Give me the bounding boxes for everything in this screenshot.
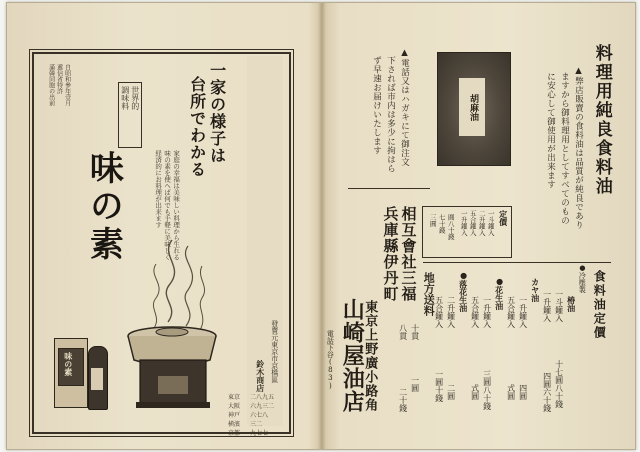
badge-top: 世界的 (130, 86, 140, 110)
store-hand-line-1: 相互會社三福 (399, 206, 418, 302)
small-price-qty: 一斗鑵入 (486, 210, 495, 236)
brand-name: 味の素 (83, 150, 124, 264)
small-price-value: 七十錢 (437, 214, 446, 234)
category-qty: 一升鑵入 (518, 296, 528, 328)
footer-number-list (250, 392, 282, 437)
side-notice-1: 自昭和參年壹月 (63, 64, 71, 106)
order-note-1: ▲電話又はハガキにて御注文 (399, 48, 410, 167)
small-price-qty: 一升鑵入 (459, 210, 468, 236)
publisher-line-2: 鈴木商店 (255, 360, 266, 392)
bottle-label (91, 368, 103, 390)
headline-2: 台所でわかる (187, 76, 207, 178)
category-name: カヤ油 (530, 278, 541, 302)
category-price: 一圓十錢 (434, 370, 444, 402)
local-shipping-price: 一圓 (410, 376, 420, 392)
footer-city: 神戸 (228, 412, 241, 419)
price-table-rule (423, 262, 611, 263)
side-notice-2: 遞信省特許 (55, 64, 63, 94)
side-notice-3: 滿韓同胞の出前 (47, 64, 55, 106)
intro-line-1: ▲弊店販賣の食料油は品質が純良であり (573, 66, 584, 230)
small-price-header: 定價 (498, 210, 509, 226)
small-price-value: 三圓 (428, 214, 437, 227)
local-shipping-price: 二十錢 (398, 388, 408, 412)
intro-line-2: ますから御料理用としてすべてのもの (559, 72, 570, 225)
small-price-qty: 五合鑵入 (468, 210, 477, 236)
category-price: 二圓 (446, 384, 456, 400)
steaming-pot-illustration (110, 236, 230, 412)
small-price-qty: 二升鑵入 (477, 210, 486, 236)
store-hand-line-4: 山崎屋油店 (339, 298, 366, 413)
page-title: 料理用純良食料油 (591, 44, 612, 196)
footer-city: 大阪 (228, 403, 241, 410)
price-title: 食料油定價 (592, 270, 607, 340)
category-qty: 一升鑵入 (482, 296, 492, 328)
local-shipping-weight: 八貫 (398, 324, 408, 340)
publisher-line-1: 發賣元東京市京橋區 (270, 320, 279, 383)
oil-can-label: 胡麻油 (459, 78, 485, 136)
category-qty: 五合鑵入 (470, 296, 480, 328)
category-qty: 五合鑵入 (506, 296, 516, 328)
category-qty: 二升鑵入 (446, 296, 456, 328)
category-price: 四圓六十錢 (542, 372, 552, 412)
intro-line-3: に安心して御使用が出来ます (545, 72, 556, 189)
local-shipping-weight: 十貫 (410, 324, 420, 340)
footer-number: 六九三二 (250, 403, 275, 410)
ad-body-line-3: 経済的にお料理が出来ます (154, 150, 163, 228)
book-gutter (318, 3, 326, 449)
footer-number: 九七七 (250, 430, 269, 437)
footer-city: 横濱 (228, 421, 241, 428)
product-label-text: 味の素 (63, 352, 74, 376)
order-note-2: 下されば市内は多少に拘はら (385, 56, 396, 173)
ad-body-line-2: 味の素を使へば何でも手軽に美味しく (163, 150, 172, 261)
small-price-value: 圓八十錢 (446, 214, 455, 240)
category-name: ●落花生油 (458, 270, 469, 312)
badge-bottom: 調味料 (120, 86, 130, 110)
footer-city: 京都 (228, 430, 241, 437)
footer-number: 二八九五 (250, 394, 275, 401)
category-price: 式圓 (470, 384, 480, 400)
footer-number: 三二 (250, 421, 263, 428)
category-qty: 一升鑵入 (542, 290, 552, 322)
category-price: 十七圓八十錢 (554, 360, 564, 408)
cold-press-label: ●冷壓製 (578, 264, 587, 293)
local-shipping-title: 地方送料 (422, 272, 436, 316)
store-phone: 電話下谷(83) (326, 330, 335, 390)
order-note-3: ず早速お届けいたします (371, 56, 382, 155)
category-qty: 五合鑵入 (434, 296, 444, 328)
category-name: 椿油 (566, 296, 577, 312)
store-hand-line-2: 兵庫縣伊丹町 (381, 206, 400, 302)
headline-1: 一家の様子は (207, 62, 227, 164)
store-hand-line-3: 東京上野廣小路角 (362, 300, 378, 412)
footer-number: 六七八 (250, 412, 269, 419)
category-price: 式圓 (506, 384, 516, 400)
footer-city-list (228, 392, 252, 437)
category-qty: 一斗鑵入 (554, 290, 564, 322)
category-name: ●花生油 (494, 276, 505, 310)
footer-city: 東京 (228, 394, 241, 401)
category-price: 四圓 (518, 384, 528, 400)
category-price: 三圓八十錢 (482, 370, 492, 410)
divider (348, 188, 430, 189)
ad-body-line-1: 家庭の幸福は美味しい料理から生れる (172, 150, 181, 261)
